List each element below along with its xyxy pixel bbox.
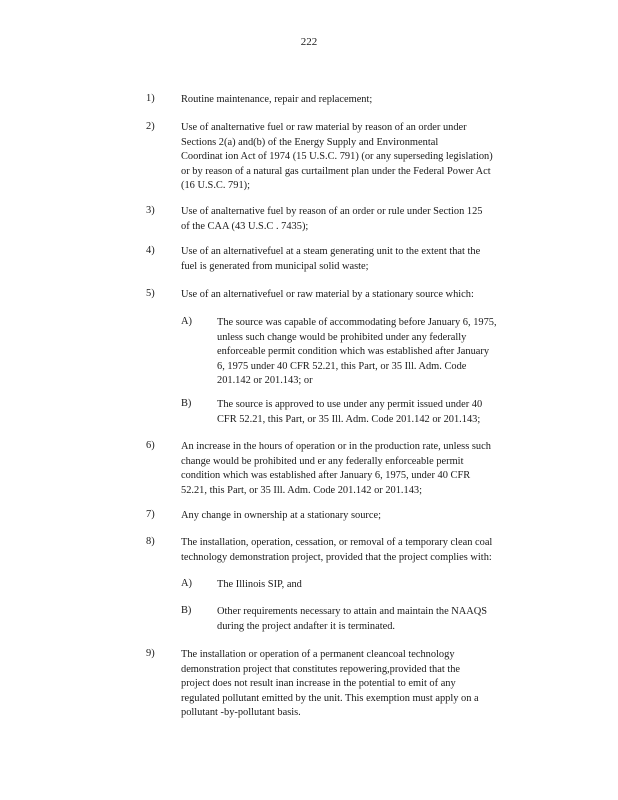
text-line: during the project andafter it is terminated.	[217, 620, 396, 632]
item-text	[181, 509, 541, 524]
text-line: demonstration project that constitutes repowering,provided that the	[181, 663, 461, 675]
text-line: 52.21, this Part, or 35 Ill. Adm. Code 201.142 or 201.143;	[181, 484, 422, 496]
text-line: unless such change would be prohibited under any federally	[217, 331, 467, 343]
text-line: CFR 52.21, this Part, or 35 Ill. Adm. Code 201.142 or 201.143;	[217, 413, 481, 425]
text-line: The installation, operation, cessation, or removal of a temporary clean coal	[181, 537, 493, 548]
text-line: change would be prohibited und er any federally enforceable permit	[181, 455, 464, 467]
text-line: Use of analternative fuel or raw material by reason of an order under	[181, 122, 467, 133]
text-line: Routine maintenance, repair and replacement;	[181, 94, 373, 105]
text-line: The source is approved to use under any permit issued under 40	[217, 399, 483, 410]
item-text	[181, 536, 541, 565]
sub-item-text	[217, 578, 543, 593]
text-line: Other requirements necessary to attain and maintain the NAAQS	[217, 606, 488, 617]
text-line: The Illinois SIP, and	[217, 579, 302, 590]
sub-item-letter: A)	[181, 316, 192, 327]
sub-item-letter: A)	[181, 578, 192, 589]
text-line: or by reason of a natural gas curtailment plan under the Federal Power Act	[181, 165, 491, 177]
item-number: 5)	[146, 288, 155, 299]
item-number: 2)	[146, 121, 155, 132]
item-text	[181, 440, 541, 498]
item-number: 7)	[146, 509, 155, 520]
text-line: Any change in ownership at a stationary source;	[181, 510, 381, 521]
sub-item-text	[217, 398, 543, 427]
text-line: Coordinat ion Act of 1974 (15 U.S.C. 791) (or any superseding legislation)	[181, 151, 493, 162]
item-text	[181, 288, 541, 303]
text-line: Use of an alternativefuel at a steam generating unit to the extent that the	[181, 246, 481, 257]
text-line: project does not result inan increase in the potential to emit of any	[181, 678, 456, 689]
text-line: 6, 1975 under 40 CFR 52.21, this Part, or 35 Ill. Adm. Code	[217, 360, 467, 372]
item-number: 3)	[146, 205, 155, 216]
text-line: Sections 2(a) and(b) of the Energy Supply and Environmental	[181, 136, 439, 148]
text-line: 201.142 or 201.143; or	[217, 375, 313, 386]
item-text	[181, 121, 541, 194]
item-text	[181, 648, 541, 721]
item-number: 4)	[146, 245, 155, 256]
text-line: Use of analternative fuel by reason of an order or rule under Section 125	[181, 206, 483, 217]
item-number: 9)	[146, 648, 155, 659]
item-text	[181, 93, 541, 108]
text-line: pollutant -by-pollutant basis.	[181, 707, 301, 718]
text-line: Use of an alternativefuel or raw material by a stationary source which:	[181, 289, 474, 300]
text-line: fuel is generated from municipal solid waste;	[181, 260, 369, 272]
text-line: of the CAA (43 U.S.C . 7435);	[181, 220, 309, 232]
text-line: condition which was established after January 6, 1975, under 40 CFR	[181, 470, 471, 481]
sub-item-letter: B)	[181, 605, 192, 616]
item-number: 1)	[146, 93, 155, 104]
text-line: The installation or operation of a permanent cleancoal technology	[181, 649, 455, 660]
sub-item-text	[217, 316, 543, 389]
item-text	[181, 245, 541, 274]
sub-item-text	[217, 605, 543, 634]
item-number: 6)	[146, 440, 155, 451]
page-number: 222	[300, 36, 318, 48]
text-line: enforceable permit condition which was established after January	[217, 346, 490, 357]
text-line: An increase in the hours of operation or in the production rate, unless such	[181, 441, 491, 452]
text-line: regulated pollutant emitted by the unit. This exemption must apply on a	[181, 692, 479, 704]
item-text	[181, 205, 541, 234]
text-line: technology demonstration project, provided that the project complies with:	[181, 551, 492, 563]
item-number: 8)	[146, 536, 155, 547]
text-line: (16 U.S.C. 791);	[181, 180, 250, 191]
sub-item-letter: B)	[181, 398, 192, 409]
text-line: The source was capable of accommodating before January 6, 1975,	[217, 317, 497, 328]
